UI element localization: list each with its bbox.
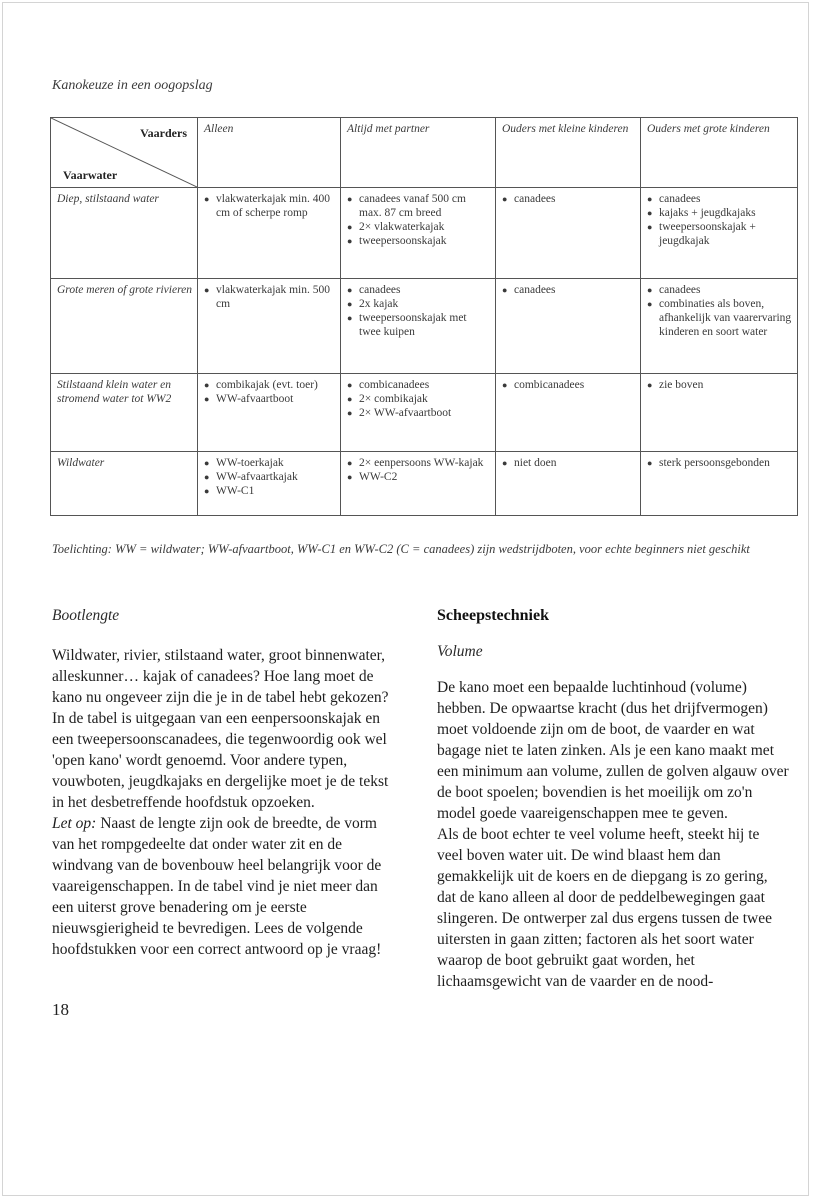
table-cell [341, 279, 496, 374]
table-cell [641, 452, 798, 516]
table-cell [341, 188, 496, 279]
row-header: Stilstaand klein water en stromend water tot WW2 [51, 374, 198, 452]
cell-item: ● sterk persoonsgebonden [647, 456, 792, 470]
column-header: Ouders met kleine kinderen [496, 118, 641, 188]
table-cell [198, 374, 341, 452]
kano-choice-table [50, 117, 798, 516]
cell-item: ● combicanadees [502, 378, 635, 392]
cell-item: ● tweepersoonskajak met twee kuipen [347, 311, 490, 339]
table-cell [496, 188, 641, 279]
table-corner-cell [51, 118, 198, 188]
section-heading-scheepstechniek: Scheepstechniek [437, 607, 549, 624]
subheading-volume: Volume [437, 643, 483, 660]
cell-item: ● combicanadees [347, 378, 490, 392]
column-header: Ouders met grote kinderen [641, 118, 798, 188]
cell-item: ● niet doen [502, 456, 635, 470]
table-row [51, 452, 798, 516]
table-row [51, 374, 798, 452]
table-cell [496, 374, 641, 452]
section-heading-bootlengte: Bootlengte [52, 607, 120, 624]
left-column [52, 607, 390, 960]
cell-item: ● canadees [647, 192, 792, 206]
cell-item: ● vlakwaterkajak min. 500 cm [204, 283, 335, 311]
table-cell [641, 374, 798, 452]
body-paragraph: Als de boot echter te veel volume heeft, steekt hij te veel boven water uit. De wind blaast hem dan gemakkelijk uit de koers en de diepgang is zo gering, dat de kano alleen al door de peddelbewegingen gaat slingeren. De ontwerper zal dus ergens tussen de twee uitersten in gaan zitten; factoren als het soort water waarop de boot gebruikt gaat worden, het lichaamsgewicht van de vaarder en de nood- [437, 826, 773, 990]
cell-item: ● 2x kajak [347, 297, 490, 311]
body-paragraph [52, 813, 390, 960]
cell-item: ● zie boven [647, 378, 792, 392]
table-row [51, 279, 798, 374]
corner-label-vaarwater: Vaarwater [63, 168, 118, 182]
cell-item: ● canadees vanaf 500 cm max. 87 cm breed [347, 192, 490, 220]
corner-label-vaarders: Vaarders [140, 126, 187, 140]
right-column [437, 607, 789, 992]
cell-item: ● 2× eenpersoons WW-kajak [347, 456, 490, 470]
cell-item: ● 2× WW-afvaartboot [347, 406, 490, 420]
table-cell [641, 279, 798, 374]
cell-item: ● canadees [502, 283, 635, 297]
cell-item: ● canadees [647, 283, 792, 297]
cell-item: ● WW-afvaartboot [204, 392, 335, 406]
let-op-label: Let op: [52, 815, 97, 832]
cell-item: ● 2× vlakwaterkajak [347, 220, 490, 234]
cell-item: ● tweepersoonskajak + jeugdkajak [647, 220, 792, 248]
table-cell [341, 374, 496, 452]
cell-item: ● combikajak (evt. toer) [204, 378, 335, 392]
cell-item: ● combinaties als boven, afhankelijk van vaarervaring kinderen en soort water [647, 297, 792, 339]
table-header-row [51, 118, 798, 188]
table-row [51, 188, 798, 279]
row-header: Diep, stilstaand water [51, 188, 198, 279]
cell-item: ● WW-C1 [204, 484, 335, 498]
table-cell [341, 452, 496, 516]
table-cell [198, 452, 341, 516]
cell-item: ● WW-afvaartkajak [204, 470, 335, 484]
row-header: Grote meren of grote rivieren [51, 279, 198, 374]
cell-item: ● canadees [502, 192, 635, 206]
page-number: 18 [52, 1000, 69, 1019]
body-paragraph: Wildwater, rivier, stilstaand water, groot binnenwater, alleskunner… kajak of canadees? Hoe lang moet de kano nu ongeveer zijn die je in de tabel hebt gekozen? In de tabel is uitgegaan van een eenpersoonskajak en een tweepersoonscanadees, die tegenwoordig ook wel 'open kano' wordt genoemd. Voor andere typen, vouwboten, jeugdkajaks en dergelijke moet je de tekst in het desbetreffende hoofdstuk opzoeken. [52, 647, 389, 811]
table-cell [496, 279, 641, 374]
cell-item: ● WW-C2 [347, 470, 490, 484]
table-cell [198, 188, 341, 279]
row-header: Wildwater [51, 452, 198, 516]
table-cell [496, 452, 641, 516]
column-header: Alleen [198, 118, 341, 188]
body-paragraph: De kano moet een bepaalde luchtinhoud (volume) hebben. De opwaartse kracht (dus het drijfvermogen) moet voldoende zijn om de boot, de vaarder en wat bagage niet te laten zinken. Als je een kano maakt met een minimum aan volume, zullen de golven algauw over de boot spoelen; bovendien is het moeilijk om zo'n model goede vaareigenschappen mee te geven. [437, 679, 789, 822]
cell-item: ● kajaks + jeugdkajaks [647, 206, 792, 220]
table-cell [641, 188, 798, 279]
column-header: Altijd met partner [341, 118, 496, 188]
cell-item: ● 2× combikajak [347, 392, 490, 406]
cell-item: ● tweepersoonskajak [347, 234, 490, 248]
table-cell [198, 279, 341, 374]
let-op-text: Naast de lengte zijn ook de breedte, de vorm van het rompgedeelte dat onder water zit en de windvang van de bovenbouw heel belangrijk voor de vaareigenschappen. In de tabel vind je niet meer dan een uiterst grove benadering om je eerste nieuwsgierigheid te bevredigen. Lees de volgende hoofdstukken voor een correct antwoord op je vraag! [52, 815, 382, 958]
cell-item: ● canadees [347, 283, 490, 297]
cell-item: ● vlakwaterkajak min. 400 cm of scherpe romp [204, 192, 335, 220]
table-footnote: Toelichting: WW = wildwater; WW-afvaartboot, WW-C1 en WW-C2 (C = canadees) zijn wedstrijdboten, voor echte beginners niet geschikt [52, 542, 750, 556]
table-caption: Kanokeuze in een oogopslag [52, 78, 213, 93]
cell-item: ● WW-toerkajak [204, 456, 335, 470]
